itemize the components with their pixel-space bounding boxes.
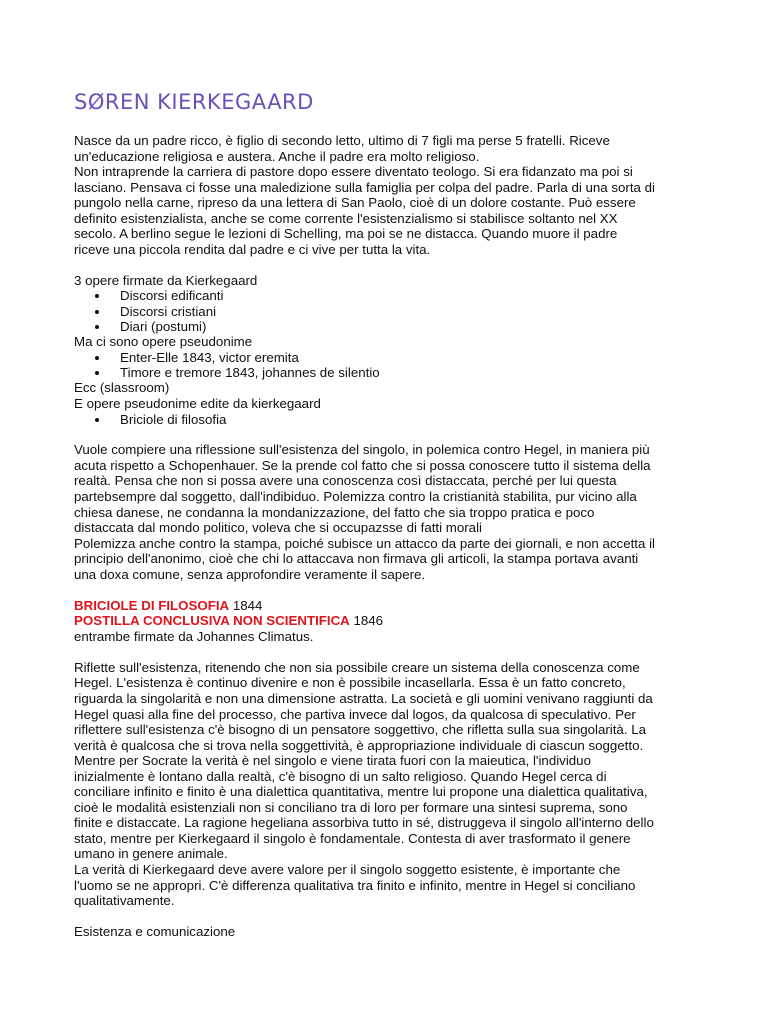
list-item: Diari (postumi) — [74, 319, 714, 334]
works-section — [74, 273, 714, 427]
text-line: definito esistenzialista, anche se come corrente l'esistenzialismo si stabilisce soltanto nel XX — [74, 210, 618, 226]
list-item: Enter-Elle 1843, victor eremita — [74, 350, 714, 365]
list-item: Timore e tremore 1843, johannes de silentio — [74, 365, 714, 380]
text-line: l'uomo se ne appropri. C'è differenza qualitativa tra finito e infinito, mentre in Hegel si conciliano — [74, 877, 636, 893]
text-line: inizialmente è lontano dalla realtà, c'è bisogno di un salto religioso. Quando Hegel cerca di — [74, 768, 607, 784]
text-line: umano in genere animale. — [74, 846, 228, 862]
spacer — [74, 909, 714, 925]
text-line: verità è qualcosa che si trova nella soggettività, è appropriazione individuale di ciascun soggetto. — [74, 737, 644, 753]
text-line: realtà. Pensa che non si possa avere una conoscenza così distaccata, perché per lui questa — [74, 473, 617, 489]
signed-works-list — [74, 288, 714, 334]
book-year: 1846 — [349, 613, 384, 629]
text-line: cioè le modalità esistenziali non si conciliano tra di loro per formare una sintesi suprema, sono — [74, 799, 628, 815]
text-line: La verità di Kierkegaard deve avere valore per il singolo soggetto esistente, è importante che — [74, 862, 621, 878]
text-line: Non intraprende la carriera di pastore dopo essere diventato teologo. Si era fidanzato ma poi si — [74, 164, 633, 180]
text-line: conciliare infinito e finito è una dialettica quantitativa, mentre lui propone una dialettica qualitativa, — [74, 784, 648, 800]
text-line: Vuole compiere una riflessione sull'esistenza del singolo, in polemica contro Hegel, in maniera più — [74, 442, 650, 458]
text-line: finite e distaccate. La ragione hegeliana assorbiva tutto in sé, distruggeva il singolo all'interno dello — [74, 815, 654, 831]
text-line: pungolo nella carne, ripreso da una lettera di San Paolo, cioè di un dolore costante. Può essere — [74, 195, 636, 211]
hegel-paragraph — [74, 442, 714, 582]
book-entry — [74, 613, 714, 629]
text-line: Mentre per Socrate la verità è nel singolo e viene tirata fuori con la maieutica, l'individuo — [74, 753, 591, 769]
text-line: principio dell'anonimo, cioè che chi lo attaccava non firmava gli articoli, la stampa portava avanti — [74, 551, 639, 567]
text-line: acuta rispetto a Schopenhauer. Se la prende col fatto che si possa conoscere tutto il sistema della — [74, 457, 651, 473]
pseudonymous-edited-heading: E opere pseudonime edite da kierkegaard — [74, 396, 321, 411]
text-line: una doxa comune, senza approfondire veramente il sapere. — [74, 566, 426, 582]
document-page — [74, 88, 714, 940]
existence-paragraph — [74, 660, 714, 909]
signed-works-heading: 3 opere firmate da Kierkegaard — [74, 272, 258, 288]
spacer — [74, 582, 714, 598]
intro-paragraph — [74, 133, 714, 257]
text-line: chiesa danese, ne condanna la mondanizzazione, del fatto che sia troppo pratica e poco — [74, 504, 595, 520]
spacer — [74, 257, 714, 273]
text-line: Hegel quasi alla fine del processo, che partiva invece dal logos, da qualcosa di speculativo. Per — [74, 706, 636, 722]
text-line: un'educazione religiosa e austera. Anche il padre era molto religioso. — [74, 148, 480, 164]
ecc-line: Ecc (slassroom) — [74, 380, 170, 396]
signed-by-line: entrambe firmate da Johannes Climatus. — [74, 628, 314, 644]
list-item: Briciole di filosofia — [74, 412, 714, 427]
text-line: riceve una piccola rendita dal padre e ci vive per tutta la vita. — [74, 241, 431, 257]
book-year: 1844 — [229, 597, 263, 613]
books-section — [74, 598, 714, 645]
book-title: POSTILLA CONCLUSIVA NON SCIENTIFICA — [74, 613, 350, 629]
list-item: Discorsi cristiani — [74, 304, 714, 319]
text-line: Riflette sull'esistenza, ritenendo che non sia possibile creare un sistema della conoscenza come — [74, 659, 640, 675]
text-line: lasciano. Pensava ci fosse una maledizione sulla famiglia per colpa del padre. Parla di una sorta di — [74, 179, 655, 195]
list-item: Discorsi edificanti — [74, 288, 714, 303]
pseudonymous-edited-list — [74, 412, 714, 427]
pseudonymous-works-list — [74, 350, 714, 381]
book-entry — [74, 598, 714, 614]
text-line: stato, mentre per Kierkegaard il singolo è fondamentale. Contesta di aver trasformato il genere — [74, 830, 631, 846]
page-title: SØREN KIERKEGAARD — [74, 90, 314, 114]
text-line: qualitativamente. — [74, 893, 175, 909]
text-line: Nasce da un padre ricco, è figlio di secondo letto, ultimo di 7 figli ma perse 5 fratelli. Riceve — [74, 133, 610, 148]
spacer — [74, 644, 714, 660]
text-line: partebsempre dal soggetto, dall'indibiduo. Polemizza contro la cristianità stabilita, pur vicino alla — [74, 488, 637, 504]
text-line: riguarda la singolarità e non una dimensione astratta. La società e gli uomini venivano raggiunti da — [74, 691, 653, 706]
book-title: BRICIOLE DI FILOSOFIA — [74, 597, 230, 613]
text-line: secolo. A berlino segue le lezioni di Schelling, ma poi se ne distacca. Quando muore il padre — [74, 226, 618, 242]
text-line: distaccata dal mondo politico, voleva che si occupazsse di fatti morali — [74, 520, 482, 536]
spacer — [74, 427, 714, 443]
text-line: Polemizza anche contro la stampa, poiché subisce un attacco da parte dei giornali, e non accetta il — [74, 535, 655, 551]
pseudonymous-works-heading: Ma ci sono opere pseudonime — [74, 334, 253, 350]
text-line: Hegel. L'esistenza è continuo divenire e non è possibile incasellarla. Essa è un fatto concreto, — [74, 675, 626, 691]
text-line: riflettere sull'esistenza c'è bisogno di un pensatore soggettivo, che rifletta sulla sua singolarità. La — [74, 722, 646, 738]
section-heading: Esistenza e comunicazione — [74, 924, 236, 940]
